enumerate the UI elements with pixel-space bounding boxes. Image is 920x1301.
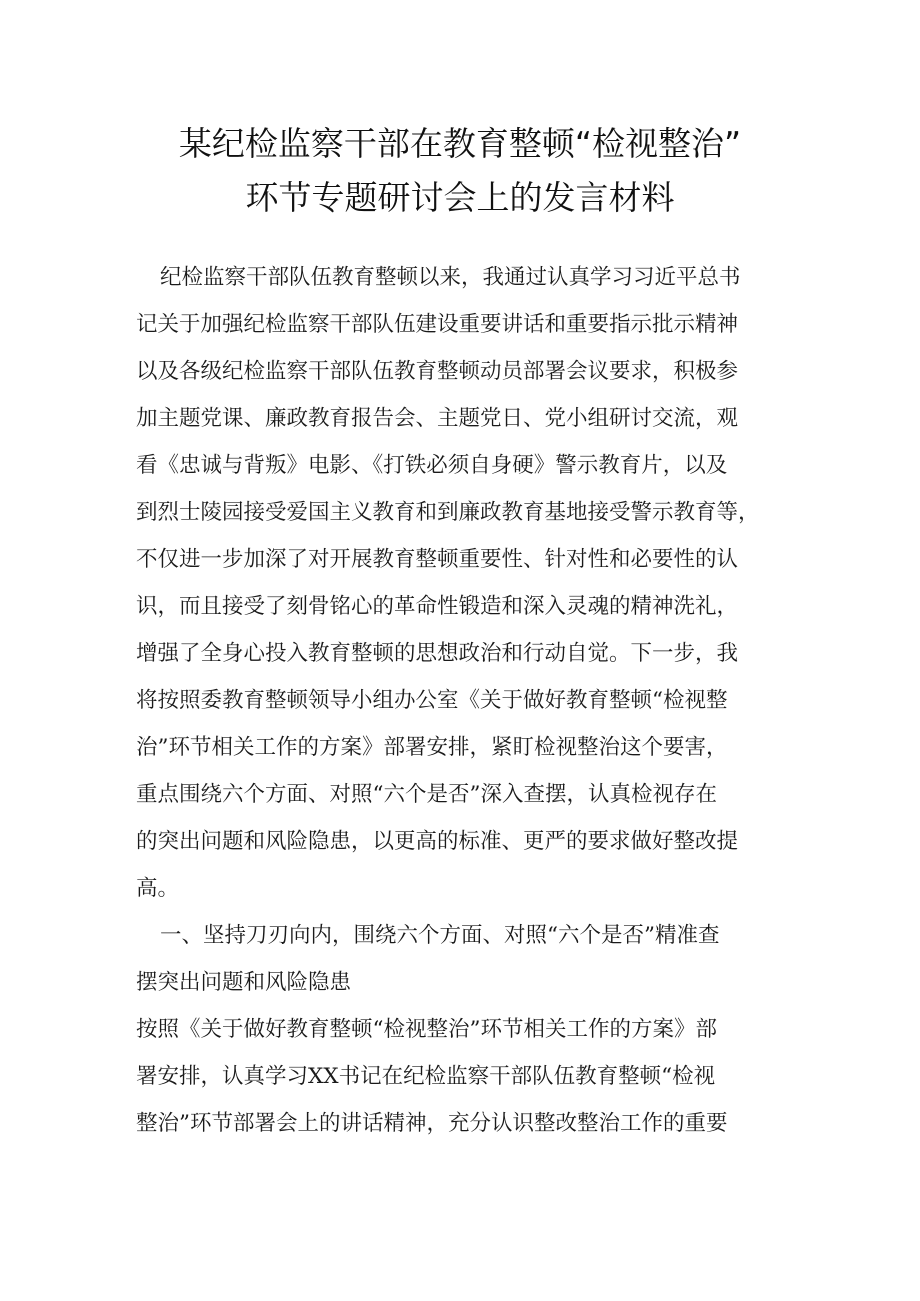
body-line: 的突出问题和风险隐患，以更高的标准、更严的要求做好整改提 xyxy=(136,829,739,854)
body-line: 记关于加强纪检监察干部队伍建设重要讲话和重要指示批示精神 xyxy=(136,312,739,337)
body-line: 重点围绕六个方面、对照“六个是否”深入查摆，认真检视存在 xyxy=(136,782,717,807)
document-title-line-2: 环节专题研讨会上的发言材料 xyxy=(245,178,675,217)
body-line: 将按照委教育整顿领导小组办公室《关于做好教育整顿“检视整 xyxy=(136,688,728,713)
body-line: 加主题党课、廉政教育报告会、主题党日、党小组研讨交流，观 xyxy=(136,406,739,431)
body-line: 以及各级纪检监察干部队伍教育整顿动员部署会议要求，积极参 xyxy=(136,359,739,384)
body-line: 识，而且接受了刻骨铭心的革命性锻造和深入灵魂的精神洗礼， xyxy=(136,594,739,619)
body-line: 增强了全身心投入教育整顿的思想政治和行动自觉。下一步，我 xyxy=(136,641,739,666)
body-line: 纪检监察干部队伍教育整顿以来，我通过认真学习习近平总书 xyxy=(160,265,741,290)
body-line: 整治”环节部署会上的讲话精神，充分认识整改整治工作的重要 xyxy=(136,1111,728,1136)
body-line: 看《忠诚与背叛》电影、《打铁必须自身硬》警示教育片，以及 xyxy=(136,453,728,478)
body-line: 高。 xyxy=(136,876,180,901)
body-line: 不仅进一步加深了对开展教育整顿重要性、针对性和必要性的认 xyxy=(136,547,739,572)
section-heading-line: 一、坚持刀刃向内，围绕六个方面、对照“六个是否”精准查 xyxy=(160,923,720,948)
body-line: 到烈士陵园接受爱国主义教育和到廉政教育基地接受警示教育等， xyxy=(136,500,760,525)
body-line: 按照《关于做好教育整顿“检视整治”环节相关工作的方案》部 xyxy=(136,1017,717,1042)
document-title-line-1: 某纪检监察干部在教育整顿“检视整治” xyxy=(178,124,742,163)
section-heading-line: 摆突出问题和风险隐患 xyxy=(136,970,352,995)
body-line: 署安排，认真学习XX书记在纪检监察干部队伍教育整顿“检视 xyxy=(136,1064,716,1089)
body-line: 治”环节相关工作的方案》部署安排，紧盯检视整治这个要害， xyxy=(136,735,728,760)
